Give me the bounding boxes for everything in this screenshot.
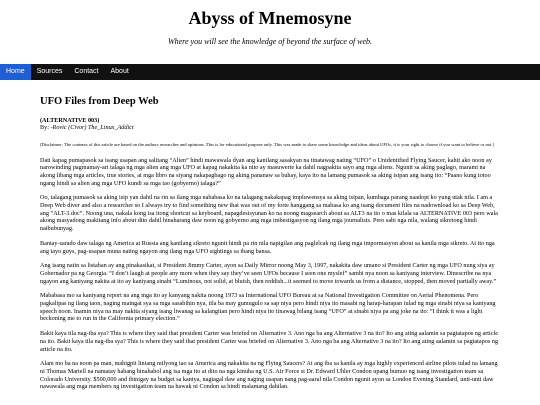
- paragraph: Bantay-sarado daw talaga ng America at Russia ang kanilang sikreto ngunit hindi pa rin nila napigilan ang paglelcak ng ilang mga impormasyon about sa kanila mga sikreto. At ito nga ang tayo guys, pag-usapan muna nating ngayon ang ilang mga UFO sightings sa ibang bansa.: [40, 239, 495, 255]
- post-title[interactable]: UFO Files from Deep Web: [40, 96, 159, 107]
- paragraph: Mababasa mo sa kaniyang report na ang mga ito ay kanyang nakita noong 1973 sa International UFO Bureau at sa National Investigation Committee on Aerial Phenomena. Pero pagkalipas ng ilang taon, naging maingat sya sa mga sasabihin nya, tila ba may gumugulo sa sap niya pero hindi niya ito masabi ng harap-harapan tulad ng mga sinabi niya sa kaniyang speech noon. Inamin niya na may nakita siyang isang liwanag sa kalangitan pero hindi niya ito tinawag bilang isang “UFO” at sinabi niya pa ang joke na ito: “I think it was a light beckoning me to run in the California primary election.”: [40, 292, 496, 323]
- byline-prefix: By:: [40, 124, 51, 131]
- post-author: -Rovic (Civor) The_Linux_Addict: [50, 124, 134, 131]
- paragraph: Dati kapag pumapasok sa isang usapan ang salitang “Alien” hindi mawawala dyan ang kanilang sasakyan na tinatawag nating “UFO” o Unidentified Flying Saucer, kahit ako noon ay narowinding pagmamay-ari talaga ng mga alien ang mga UFO at kapag nakakita ka nito ay masuwerte ka dahil nagpakita sayo ang mga aliens. Ngunit sa aking paglago, marami na akong libang mga articles, true stories, at mga libro na siyang nakapagbago ng aking pananaw sa buhay, kaya ito na lamang pumasok sa aking isipan ang isang ito: “Paano kung totoo ngang hindi sa alien ang mga UFO kundi sa mga tao (gobyerno) talaga?”: [40, 156, 492, 187]
- site-header: [0, 0, 540, 54]
- site-tagline: Where you will see the knowledge of beyond the surface of web.: [167, 37, 373, 46]
- post-byline: [40, 124, 500, 131]
- post-content: [0, 96, 540, 391]
- disclaimer: [Disclaimer: The contents of this article are based on the authors researches and opinions. This is for educational purpose only. This was made to share some knowledge and ideas about UFOs, it is your right to choose if you want to believe or not.]: [40, 142, 494, 147]
- nav-home[interactable]: Home: [0, 64, 31, 80]
- paragraph: Oo, talagang pumasok sa aking isip yan dahil na rin sa ilang mga nababasa ko na talagang nakakapag impluwensya sa aking isipan, kumbaga parang naadopt ko yung utak nila. I am a Deep Web diver and also a researcher so I always try to find something new that was out of my forte hanggang sa mabasa ko ang isang document files na nadownload ko sa Deep Web, ang “ALT-3.doc”. Noong una, nakala kong isa itong shortcut sa keyboard, napagdesisyunan ko na noong magsearch about sa ALT3 na ito o mas kilala sa ALTERNATIVE 003 pero wala akong masyadong makitang info about dito dahil hinaharang daw noon ng gobyerno ang mga imbestigasyon ng ilang mga journalists. Pero sabi nga nila, walang sikretong hindi naibubunyag.: [40, 194, 498, 233]
- nav-bar: [0, 64, 540, 80]
- post-subtitle: (ALTERNATIVE 003): [40, 117, 100, 124]
- site-title[interactable]: Abyss of Mnemosyne: [188, 8, 352, 28]
- nav-about[interactable]: About: [110, 68, 129, 75]
- paragraph: Bakit kaya tila nag-iba sya? This is where they said that president Carter was briefed on Alternative 3. Ano nga ba ang Alternative 3 na ito? Ito ang ating aalamin sa pagtatapos ng article na ito. Bakit kaya tila nag-iba sya? This is where they said that president Carter was briefed on Alternative 3. Ano nga ba ang Alternative 3 na ito? Ito ang ating aalamin sa pagtatapos ng article na ito.: [40, 330, 498, 353]
- nav-contact[interactable]: Contact: [74, 68, 99, 75]
- paragraph: Ang isang natin sa listahan ay ang pinakasikat, si President Jimmy Carter, ayon sa Daily Mirror noong May 3, 1997, nakakita daw umano si President Carter ng mga UFO nung siya ay Gobernador pa ng Georgia. “I don’t laugh at people any more when they say they’ve seen UFOs because I seen one myslef” sambi nya noon sa kaniyang interview. Dinescribe na nya ngayon ang kaniyang nakita at ito ay kaniyang sinabi “Luminous, not solid, at bluish, then reddish...it seemed to move towards us from a distance, stopped, then moved partially away.”: [40, 262, 497, 285]
- nav-sources[interactable]: Sources: [36, 68, 63, 75]
- paragraph: Alam mo ba na noon pa man, mahigpit liniang milyong tao sa America ang nakakita na ng Flying Saucers? At ang iba sa kanila ay mga highly experienced airline pilots tulad na lamang ni Thomas Martell na namatay habang hinahabol ang isa mga ito at dito na nga kinuha ng U.S. Air Force si Dr. Edward Uhler Condon upang bumuo ng isang investigation team sa Colorado University. $500,000 and ibinigay na budget sa kaniya, nagtagal daw ang naging usapan nang pag-aaral nila Condon ngunit ayon sa London Evening Standard, unti-unti daw nawawala ang mga members ng investigation team na hawak ni Condon sa hindi malamang dahilan.: [40, 360, 498, 391]
